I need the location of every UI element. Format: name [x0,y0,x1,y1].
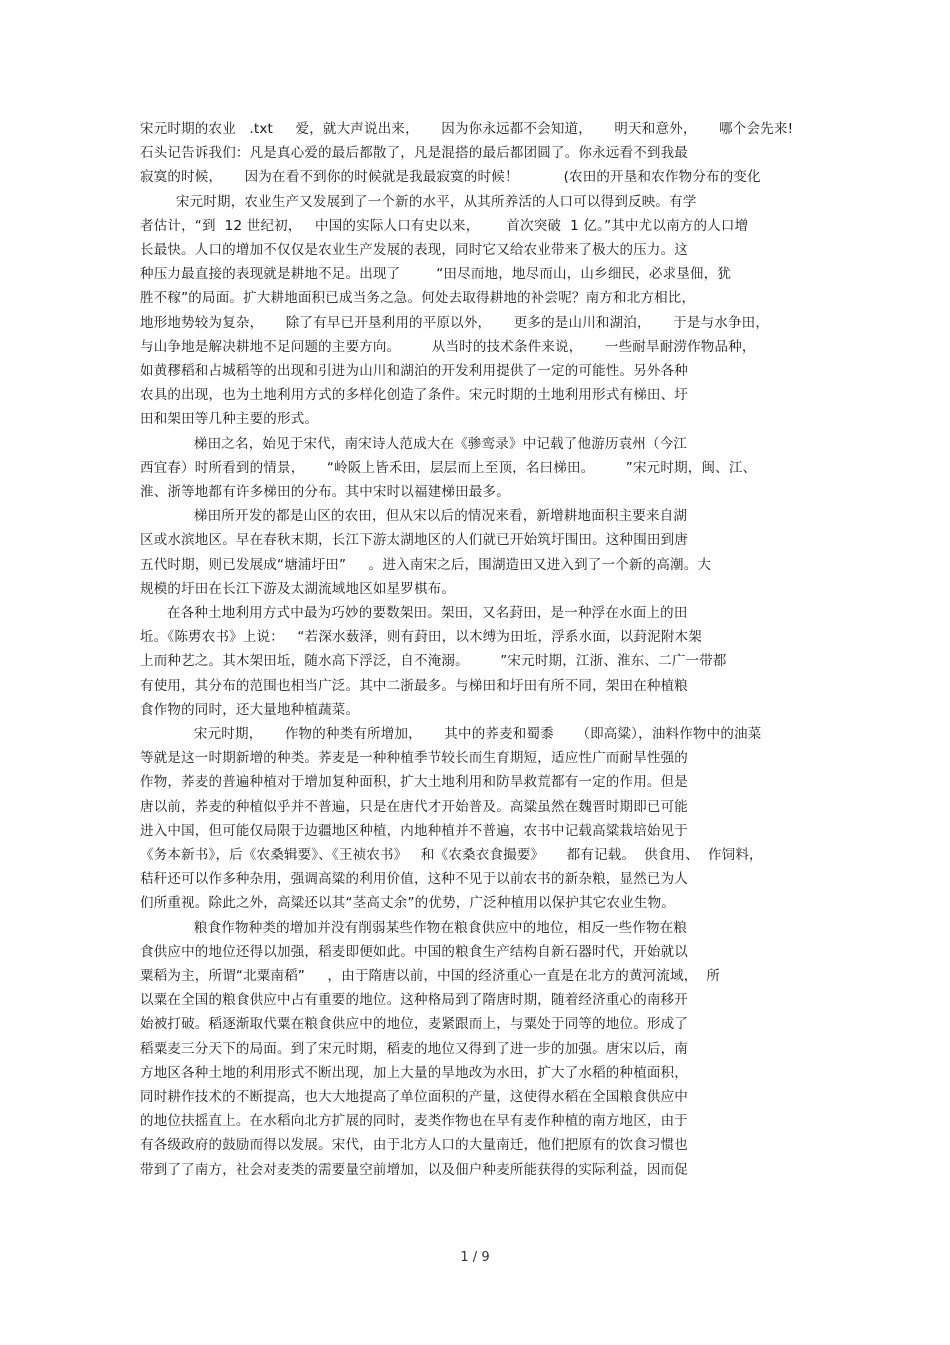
text-line: 食供应中的地位还得以加强，稻麦即便如此。中国的粮食生产结构自新石器时代，开始就以 [140,943,688,960]
text-line: 石头记告诉我们：凡是真心爱的最后都散了，凡是混搭的最后都团圆了。你永远看不到我最 [140,145,688,162]
text-line: 们所重视。除此之外，高粱还以其“茎高丈余”的优势，广泛种植用以保护其它农业生物。 [140,895,675,912]
text-line: 《务本新书》，后《农桑辑要》、《王祯农书》 和《农桑衣食撮要》 都有记载。 供食用、 作饲料， [140,847,763,863]
text-line: 区或水滨地区。早在春秋末期，长江下游太湖地区的人们就已开始筑圩围田。这种围田到唐 [140,532,688,549]
text-line: 有使用，其分布的范围也相当广泛。其中二浙最多。与梯田和圩田有所不同，架田在种植粮 [140,677,688,694]
text-line: 上而种艺之。其木架田坵，随水高下浮泛，自不淹溺。 ”宋元时期，江浙、淮东、二广一带都 [140,653,727,670]
text-line: 唐以前，荞麦的种植似乎并不普遍，只是在唐代才开始普及。高粱虽然在魏晋时期即已可能 [140,798,688,815]
text-line: 梯田所开发的都是山区的农田，但从宋以后的情况来看，新增耕地面积主要来自湖 [140,508,688,525]
text-line: 地形地势较为复杂， 除了有早已开垦利用的平原以外， 更多的是山川和湖泊， 于是与水争田， [140,314,770,331]
text-line: 粮食作物种类的增加并没有削弱某些作物在粮食供应中的地位，相反一些作物在粮 [140,919,688,936]
page-number: 1 / 9 [460,1250,490,1265]
text-line: 五代时期，则已发展成“塘浦圩田” 。进入南宋之后，围湖造田又进入到了一个新的高潮。大 [140,556,712,573]
text-line: 稻粟麦三分天下的局面。到了宋元时期，稻麦的地位又得到了进一步的加强。唐宋以后，南 [140,1040,688,1057]
text-line: 秸秆还可以作多种杂用，强调高粱的利用价值，这种不见于以前农书的新杂粮，显然已为人 [140,871,688,888]
text-line: 始被打破。稻逐渐取代粟在粮食供应中的地位，麦紧跟而上，与粟处于同等的地位。形成了 [140,1016,688,1033]
text-line: 带到了了南方，社会对麦类的需要量空前增加，以及佃户种麦所能获得的实际利益，因而促 [140,1161,688,1178]
text-line: 方地区各种土地的利用形式不断出现，加上大量的旱地改为水田，扩大了水稻的种植面积， [140,1064,688,1081]
text-line: 田和架田等几种主要的形式。 [140,411,319,428]
text-line: 西宜春）时所看到的情景， “岭阪上皆禾田，层层而上至顶，名曰梯田。 ”宋元时期，闽、江、 [140,459,757,476]
text-line: 胜不稼”的局面。扩大耕地面积已成当务之急。何处去取得耕地的补尝呢？南方和北方相比， [140,290,696,307]
text-line: 规模的圩田在长江下游及太湖流域地区如星罗棋布。 [140,580,456,597]
text-line: 宋元时期的农业 .txt 爱，就大声说出来， 因为你永远都不会知道， 明天和意外， 哪个会先来! [140,121,794,137]
text-line: 淮、浙等地都有许多梯田的分布。其中宋时以福建梯田最多。 [140,484,510,500]
text-line: 作物，荞麦的普遍种植对于增加复种面积，扩大土地利用和防旱救荒都有一定的作用。但是 [140,774,688,791]
text-line: 宋元时期，农业生产又发展到了一个新的水平，从其所养活的人口可以得到反映。有学 [140,193,697,210]
text-line: 长最快。人口的增加不仅仅是农业生产发展的表现，同时它又给农业带来了极大的压力。这 [140,242,688,258]
text-line: 农具的出现，也为土地利用方式的多样化创造了条件。宋元时期的土地利用形式有梯田、圩 [140,387,688,404]
text-line: 食作物的同时，还大量地种植蔬菜。 [140,701,360,718]
text-line: 寂寞的时候， 因为在看不到你的时候就是我最寂寞的时候！ (农田的开垦和农作物分布的变化 [140,169,761,186]
text-line: 与山争地是解决耕地不足问题的主要方向。 从当时的技术条件来说， 一些耐旱耐涝作物品种， [140,338,756,355]
text-line: 梯田之名，始见于宋代，南宋诗人范成大在《骖鸾录》中记载了他游历袁州（今江 [140,435,688,452]
text-line: 者估计，“到 12 世纪初， 中国的实际人口有史以来， 首次突破 1 亿。”其中尤以南方的人口增 [140,217,749,234]
text-line: 在各种土地利用方式中最为巧妙的要数架田。架田，又名葑田，是一种浮在水面上的田 [140,605,688,621]
text-line: 粟稻为主，所谓“北粟南稻” ，由于隋唐以前，中国的经济重心一直是在北方的黄河流域， 所 [140,968,721,984]
text-line: 宋元时期， 作物的种类有所增加， 其中的荞麦和蜀黍 （即高粱），油料作物中的油菜 [140,726,762,742]
text-line: 同时耕作技术的不断提高，也大大地提高了单位面积的产量，这使得水稻在全国粮食供应中 [140,1089,688,1105]
text-line: 坵。《陈旉农书》上说： “若深水薮泽，则有葑田，以木缚为田坵，浮系水面，以葑泥附木架 [140,629,702,646]
text-line: 种压力最直接的表现就是耕地不足。出现了 “田尽而地，地尽而山，山乡细民，必求垦佃，犹 [140,266,732,283]
text-line: 进入中国，但可能仅局限于边疆地区种植，内地种植并不普遍，农书中记载高粱栽培始见于 [140,822,688,839]
text-line: 如黄穋稻和占城稻等的出现和引进为山川和湖泊的开发利用提供了一定的可能性。另外各种 [140,363,688,379]
text-line: 有各级政府的鼓励而得以发展。宋代，由于北方人口的大量南迁，他们把原有的饮食习惯也 [140,1137,688,1154]
text-line: 等就是这一时期新增的种类。荞麦是一种种植季节较长而生育期短，适应性广而耐旱性强的 [140,750,688,767]
text-line: 的地位扶摇直上。在水稻向北方扩展的同时，麦类作物也在早有麦作种植的南方地区，由于 [140,1113,688,1130]
text-line: 以粟在全国的粮食供应中占有重要的地位。这种格局到了隋唐时期，随着经济重心的南移开 [140,992,688,1009]
